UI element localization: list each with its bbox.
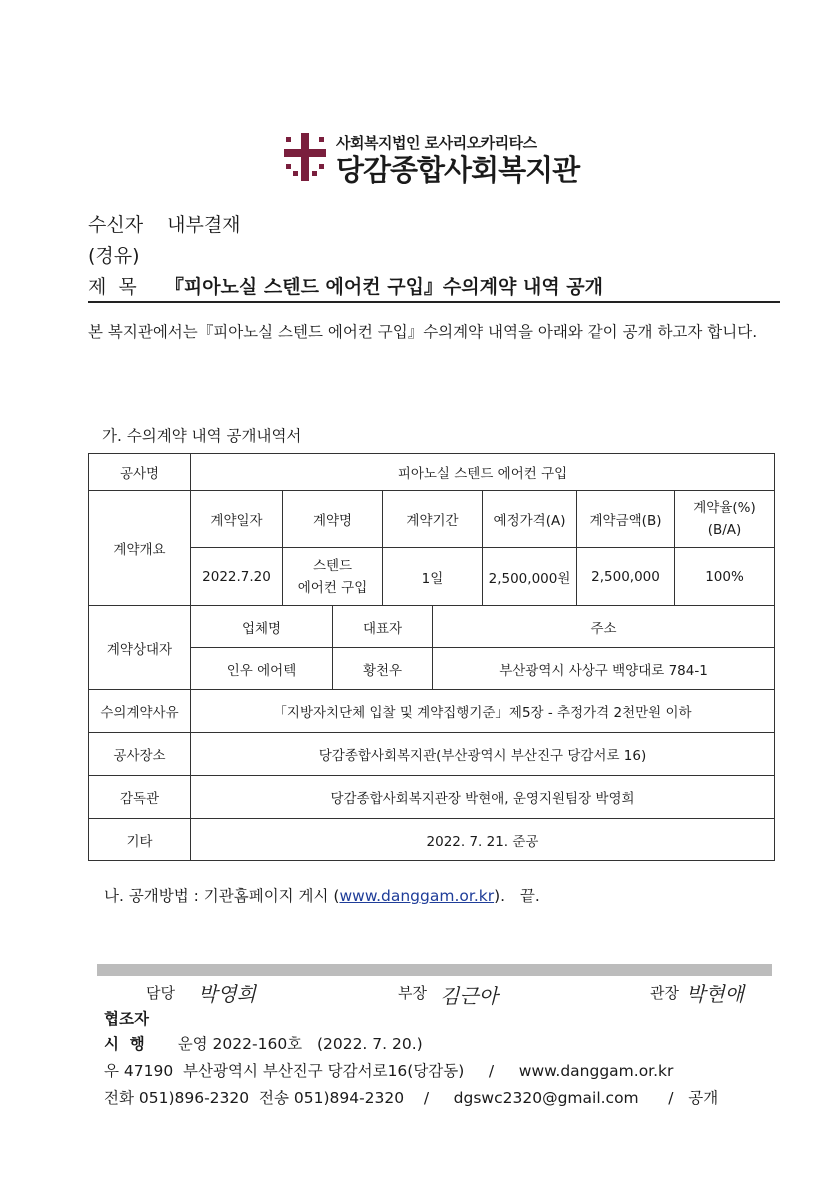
value-representative: 황천우 <box>333 648 433 690</box>
supervisor-value: 당감종합사회복지관장 박현애, 운영지원팀장 박영희 <box>191 776 775 819</box>
contract-table <box>88 453 775 861</box>
subject-value: 『피아노실 스텐드 에어컨 구입』수의계약 내역 공개 <box>164 276 603 298</box>
exec-value: 운영 2022-160호 (2022. 7. 20.) <box>177 1035 423 1053</box>
org-title: 당감종합사회복지관 <box>336 153 580 187</box>
reason-label: 수의계약사유 <box>89 690 191 733</box>
value-contract-period: 1일 <box>383 548 483 606</box>
subject-line <box>88 272 603 299</box>
address-line: 우 47190 부산광역시 부산진구 당감서로16(당감동) / www.danggam.or.kr <box>104 1062 674 1080</box>
org-subtitle: 사회복지법인 로사리오카리타스 <box>336 134 537 152</box>
table-row <box>89 548 775 606</box>
table-row <box>89 733 775 776</box>
reason-value: 「지방자치단체 입찰 및 계약집행기준」제5장 - 추정가격 2천만원 이하 <box>191 690 775 733</box>
value-contract-rate: 100% <box>675 548 775 606</box>
other-value: 2022. 7. 21. 준공 <box>191 819 775 861</box>
recipient-line <box>88 210 241 237</box>
section-a-title: 가. 수의계약 내역 공개내역서 <box>102 427 302 445</box>
project-name-label: 공사명 <box>89 454 191 491</box>
intro-paragraph: 본 복지관에서는『피아노실 스텐드 에어컨 구입』수의계약 내역을 아래와 같이 공개 하고자 합니다. <box>88 323 758 341</box>
staff-signature: 박영희 <box>198 982 256 1006</box>
publication-method-prefix: 나. 공개방법 : 기관홈페이지 게시 ( <box>104 887 340 905</box>
site-label: 공사장소 <box>89 733 191 776</box>
site-value: 당감종합사회복지관(부산광역시 부산진구 당감서로 16) <box>191 733 775 776</box>
table-row <box>89 454 775 491</box>
head-label: 부장 <box>398 984 427 1002</box>
contact-line: 전화 051)896-2320 전송 051)894-2320 / dgswc2320@gmail.com / 공개 <box>104 1089 719 1107</box>
exec-label: 시 행 <box>104 1035 145 1053</box>
header-representative: 대표자 <box>333 606 433 648</box>
subject-label: 제 목 <box>88 276 137 298</box>
header-contract-amount: 계약금액(B) <box>577 491 675 548</box>
table-row <box>89 690 775 733</box>
value-contract-name: 스텐드 에어컨 구입 <box>283 548 383 606</box>
value-address: 부산광역시 사상구 백양대로 784-1 <box>433 648 775 690</box>
table-row <box>89 606 775 648</box>
recipient-value: 내부결재 <box>167 214 241 236</box>
table-row <box>89 819 775 861</box>
value-contract-amount: 2,500,000 <box>577 548 675 606</box>
header-contract-date: 계약일자 <box>191 491 283 548</box>
header-address: 주소 <box>433 606 775 648</box>
header-contract-name: 계약명 <box>283 491 383 548</box>
header-estimated-price: 예정가격(A) <box>483 491 577 548</box>
head-signature: 김근아 <box>440 984 498 1008</box>
project-name-value: 피아노실 스텐드 에어컨 구입 <box>191 454 775 491</box>
value-estimated-price: 2,500,000원 <box>483 548 577 606</box>
table-row <box>89 776 775 819</box>
counterparty-label: 계약상대자 <box>89 606 191 690</box>
director-label: 관장 <box>650 984 679 1002</box>
caritas-logo-icon <box>282 131 328 183</box>
publication-method-suffix: ). 끝. <box>494 887 540 905</box>
exec-line <box>104 1032 423 1054</box>
value-contract-date: 2022.7.20 <box>191 548 283 606</box>
signature-bar <box>97 964 772 976</box>
via-label: (경유) <box>88 245 140 267</box>
table-row <box>89 648 775 690</box>
supervisor-label: 감독관 <box>89 776 191 819</box>
header-company-name: 업체명 <box>191 606 333 648</box>
publication-method <box>104 884 540 906</box>
staff-label: 담당 <box>146 984 175 1002</box>
table-row <box>89 491 775 548</box>
header-contract-period: 계약기간 <box>383 491 483 548</box>
director-signature: 박현애 <box>686 982 744 1006</box>
subject-divider <box>88 301 780 303</box>
header-contract-rate: 계약율(%) (B/A) <box>675 491 775 548</box>
value-company-name: 인우 에어텍 <box>191 648 333 690</box>
recipient-label: 수신자 <box>88 214 144 236</box>
homepage-link[interactable]: www.danggam.or.kr <box>339 887 495 905</box>
other-label: 기타 <box>89 819 191 861</box>
overview-label: 계약개요 <box>89 491 191 606</box>
coop-label: 협조자 <box>104 1010 149 1028</box>
